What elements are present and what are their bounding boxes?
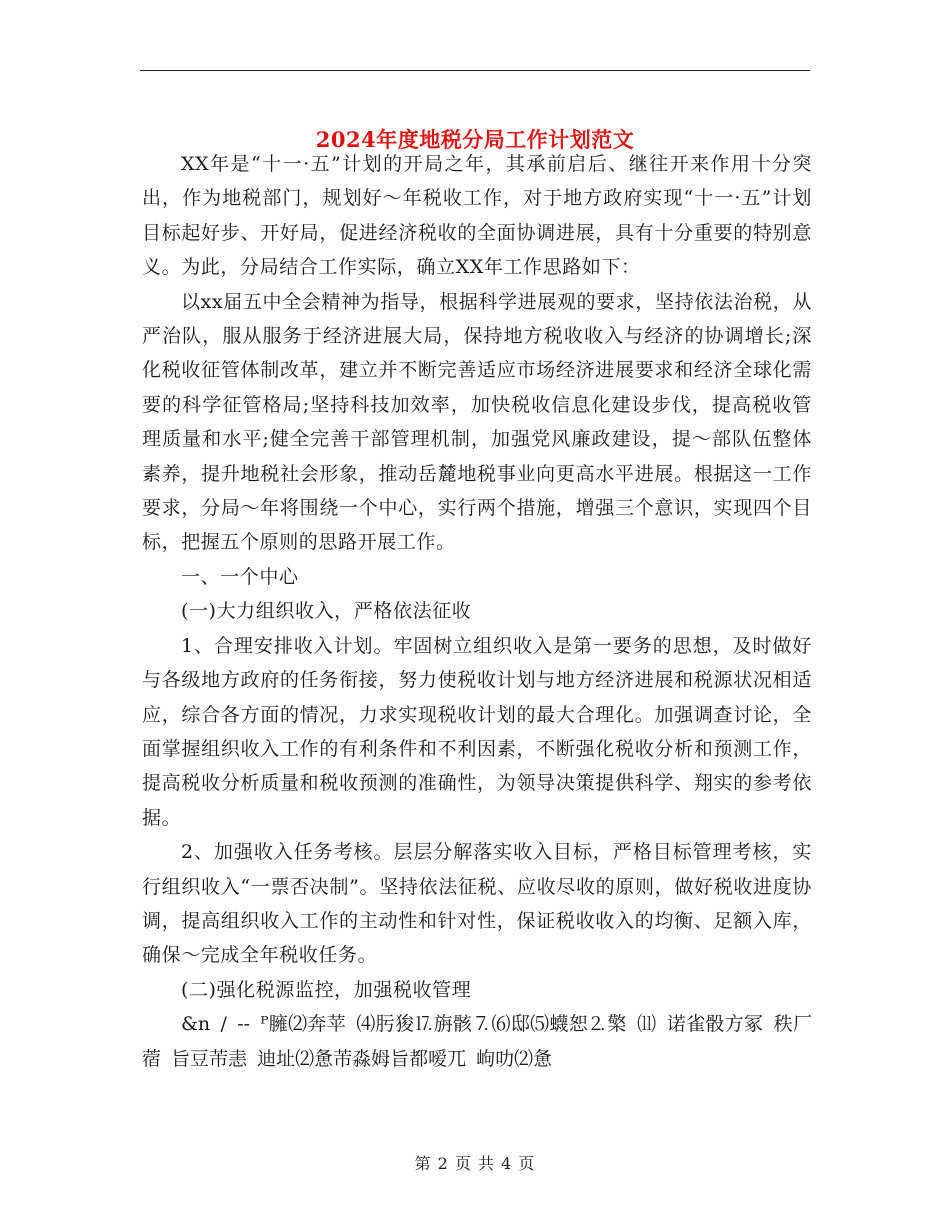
paragraph-garbled-text: &n / -- ᴾ臃⑵奔苹 ⑷肟狻⒘旃骸⒎⑹邸⑸蠛恕⒉檠 ⑾ 诺雀骰方冢 秩厂蓿 旨豆芾恚 迪址⑵惫芾淼姆旨都嗳兀 岣叻⑵惫	[142, 1013, 812, 1070]
page-number-footer: 第 2 页 共 4 页	[414, 1154, 536, 1173]
paragraph-revenue-plan: 1、合理安排收入计划。牢固树立组织收入是第一要务的思想，及时做好与各级地方政府的任务衔接，努力使税收计划与地方经济进展和税源状况相适应，综合各方面的情况，力求实现税收计划的最大合理化。加强调查讨论，全面掌握组织收入工作的有利条件和不利因素，不断强化税收分析和预测工作，提高税收分析质量和税收预测的准确性，为领导决策提供科学、翔实的参考依据。	[142, 634, 812, 829]
paragraph-guiding-principles: 以xx届五中全会精神为指导，根据科学进展观的要求，坚持依法治税，从严治队，服从服务于经济进展大局，保持地方税收收入与经济的协调增长;深化税收征管体制改革，建立并不断完善适应市场经济进展要求和经济全球化需要的科学征管格局;坚持科技加效率，加快税收信息化建设步伐，提高税收管理质量和水平;健全完善干部管理机制，加强党风廉政建设，提～部队伍整体素养，提升地税社会形象，推动岳麓地税事业向更高水平进展。根据这一工作要求，分局～年将围绕一个中心，实行两个措施，增强三个意识，实现四个目标，把握五个原则的思路开展工作。	[142, 290, 812, 554]
header-rule	[140, 70, 810, 71]
paragraph-intro: XX年是“十一·五”计划的开局之年，其承前启后、继往开来作用十分突出，作为地税部门，规划好～年税收工作，对于地方政府实现“十一·五”计划目标起好步、开好局，促进经济税收的全面协调进展，具有十分重要的特别意义。为此，分局结合工作实际，确立XX年工作思路如下：	[142, 153, 812, 279]
subsection-heading-organize-revenue: (一)大力组织收入，严格依法征收	[180, 600, 472, 623]
document-title: 2024年度地税分局工作计划范文	[315, 127, 635, 153]
subsection-heading-tax-source-monitoring: (二)强化税源监控，加强税收管理	[180, 978, 472, 1001]
section-heading-one-center: 一、一个中心	[180, 565, 299, 588]
document-body	[142, 147, 812, 1076]
paragraph-revenue-assessment: 2、加强收入任务考核。层层分解落实收入目标，严格目标管理考核，实行组织收入“一票否决制”。坚持依法征税、应收尽收的原则，做好税收进度协调，提高组织收入工作的主动性和针对性，保证税收收入的均衡、足额入库，确保～完成全年税收任务。	[142, 841, 812, 967]
